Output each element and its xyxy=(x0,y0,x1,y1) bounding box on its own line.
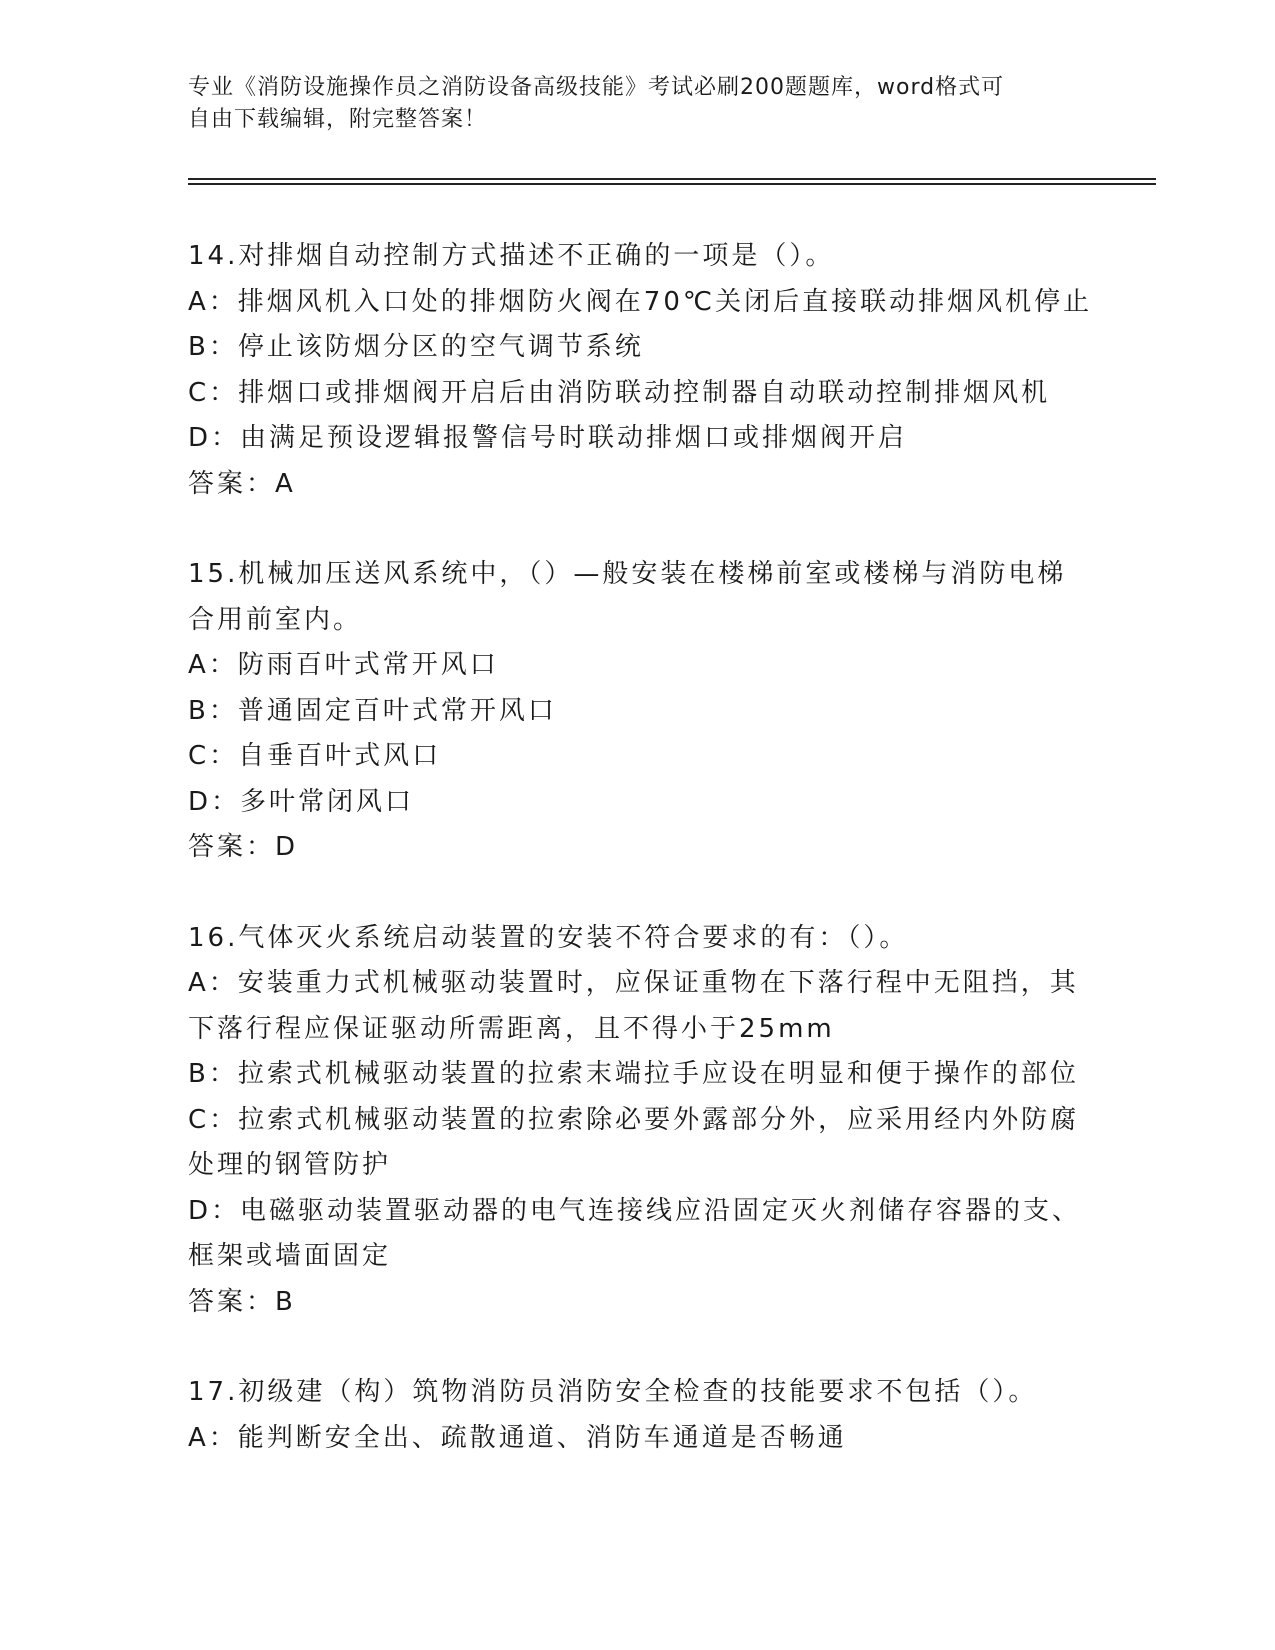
option-b: B：拉索式机械驱动装置的拉索末端拉手应设在明显和便于操作的部位 xyxy=(188,1059,1079,1089)
option-b: B：普通固定百叶式常开风口 xyxy=(188,695,557,726)
header-divider-top xyxy=(188,178,1156,180)
header-divider-bottom xyxy=(188,183,1156,185)
question-15 xyxy=(188,552,1088,871)
header-line-2: 自由下载编辑，附完整答案！ xyxy=(188,107,488,132)
option-c: C：排烟口或排烟阀开启后由消防联动控制器自动联动控制排烟风机 xyxy=(188,377,1051,408)
question-14 xyxy=(188,234,1093,507)
option-c-line-1: C：拉索式机械驱动装置的拉索除必要外露部分外，应采用经内外防腐 xyxy=(188,1104,1080,1135)
option-c: C：自垂百叶式风口 xyxy=(188,741,442,771)
question-17 xyxy=(188,1370,1088,1461)
option-c-line-2: 处理的钢管防护 xyxy=(188,1150,392,1180)
question-stem-line-2: 合用前室内。 xyxy=(188,604,363,635)
question-stem-line-1: 15.机械加压送风系统中，（）—般安装在楼梯前室或楼梯与消防电梯 xyxy=(188,559,1067,589)
option-a: A：防雨百叶式常开风口 xyxy=(188,650,499,680)
question-16 xyxy=(188,916,1088,1326)
question-stem: 14.对排烟自动控制方式描述不正确的一项是（）。 xyxy=(188,241,835,271)
option-d-line-1: D：电磁驱动装置驱动器的电气连接线应沿固定灭火剂储存容器的支、 xyxy=(188,1195,1082,1226)
option-d: D：由满足预设逻辑报警信号时联动排烟口或排烟阀开启 xyxy=(188,423,908,453)
answer: 答案：A xyxy=(188,468,296,499)
document-header xyxy=(188,72,1088,136)
answer: 答案：B xyxy=(188,1286,296,1317)
answer: 答案：D xyxy=(188,832,299,862)
option-a: A：能判断安全出、疏散通道、消防车通道是否畅通 xyxy=(188,1422,847,1453)
question-list xyxy=(188,234,1093,1461)
option-d-line-2: 框架或墙面固定 xyxy=(188,1241,392,1271)
option-b: B：停止该防烟分区的空气调节系统 xyxy=(188,332,644,362)
question-stem: 16.气体灭火系统启动装置的安装不符合要求的有：（）。 xyxy=(188,922,909,953)
option-a-line-2: 下落行程应保证驱动所需距离，且不得小于25mm xyxy=(188,1013,835,1044)
option-d: D：多叶常闭风口 xyxy=(188,786,415,817)
option-a: A：排烟风机入口处的排烟防火阀在70℃关闭后直接联动排烟风机停止 xyxy=(188,286,1093,317)
question-stem: 17.初级建（构）筑物消防员消防安全检查的技能要求不包括（）。 xyxy=(188,1377,1038,1407)
option-a-line-1: A：安装重力式机械驱动装置时，应保证重物在下落行程中无阻挡，其 xyxy=(188,968,1079,998)
header-line-1: 专业《消防设施操作员之消防设备高级技能》考试必刷200题题库，word格式可 xyxy=(188,75,1005,100)
